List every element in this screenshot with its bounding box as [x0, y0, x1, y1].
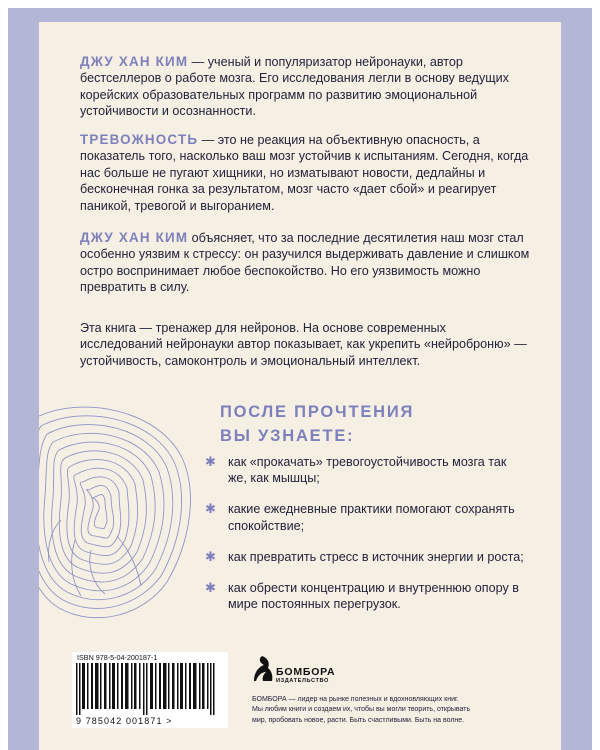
asterisk-icon: ✱: [205, 501, 216, 517]
benefits-heading: [220, 400, 414, 448]
tree-rings-illustration: [39, 390, 201, 630]
anxiety-heading: ТРЕВОЖНОСТЬ: [80, 132, 199, 147]
list-item-text: какие ежедневные практики помогают сохранять спокойствие;: [228, 502, 515, 533]
list-item: [205, 580, 525, 613]
list-item-text: как «прокачать» тревогоустойчивость мозга так же, как мышцы;: [228, 455, 507, 486]
barcode-digits: 9 785042 001871 >: [76, 716, 173, 726]
barcode-bars: [76, 663, 224, 715]
benefits-list: [205, 454, 525, 627]
book-text: Эта книга — тренажер для нейронов. На основе современных исследований нейронауки автор показывает, как укрепить «нейроброню» — устойчивость, самоконтроль и эмоциональный интеллект.: [80, 321, 527, 368]
list-item-text: как превратить стресс в источник энергии и роста;: [228, 549, 524, 564]
benefits-heading-line2: ВЫ УЗНАЕТЕ:: [220, 427, 355, 445]
back-cover: [39, 22, 561, 750]
publisher-note-line: мир, пробовать новое, расти. Быть счастливыми. Быть на волне.: [252, 716, 465, 724]
asterisk-icon: ✱: [205, 548, 216, 564]
asterisk-icon: ✱: [205, 579, 216, 595]
list-item: [205, 501, 525, 534]
explanation-text: объясняет, что за последние десятилетия наш мозг стал особенно уязвим к стрессу: он разучился выдерживать давление и слишком остро воспринимает любое беспокойство. Но его уязвимость можно превратить в силу.: [80, 231, 530, 295]
publisher-note-line: БОМБОРА — лидер на рынке полезных и вдохновляющих книг.: [252, 696, 459, 703]
explanation-paragraph: [80, 230, 530, 296]
author-text: — ученый и популяризатор нейронауки, автор бестселлеров о работе мозга. Его исследования легли в основу ведущих корейских образовательных программ по развитию эмоциональной устойчивости и осознанности.: [80, 55, 509, 119]
isbn-barcode: [72, 652, 228, 728]
publisher-name: БОМБОРА: [276, 666, 336, 678]
list-item-text: как обрести концентрацию и внутреннюю опору в мире постоянных перегрузок.: [228, 580, 519, 612]
explanation-author: ДЖУ ХАН КИМ: [80, 230, 189, 245]
anxiety-text: — это не реакция на объективную опасность, а показатель того, насколько ваш мозг устойчив к испытаниям. Сегодня, когда нас больше не пугают хищники, но изматывают новости, дедлайны и бесконечная гонка за результатом, мозг часто «дает сбой» и реагирует паникой, тревогой и выгоранием.: [80, 133, 529, 213]
bombora-wave-logo: [252, 655, 274, 683]
benefits-heading-line1: ПОСЛЕ ПРОЧТЕНИЯ: [220, 403, 415, 421]
publisher-imprint: ИЗДАТЕЛЬСТВО: [276, 678, 329, 684]
author-name: ДЖУ ХАН КИМ: [80, 54, 189, 69]
book-paragraph: [80, 320, 530, 369]
list-item: [205, 454, 525, 487]
publisher-note-line: Мы любим книги и создаем их, чтобы вы могли творить, открывать: [252, 706, 471, 714]
list-item: [205, 549, 525, 565]
anxiety-paragraph: [80, 132, 530, 214]
asterisk-icon: ✱: [205, 454, 216, 469]
isbn-number: ISBN 978-5-04-200187-1: [77, 653, 158, 662]
author-paragraph: [80, 54, 530, 120]
publisher-note: [252, 695, 561, 726]
